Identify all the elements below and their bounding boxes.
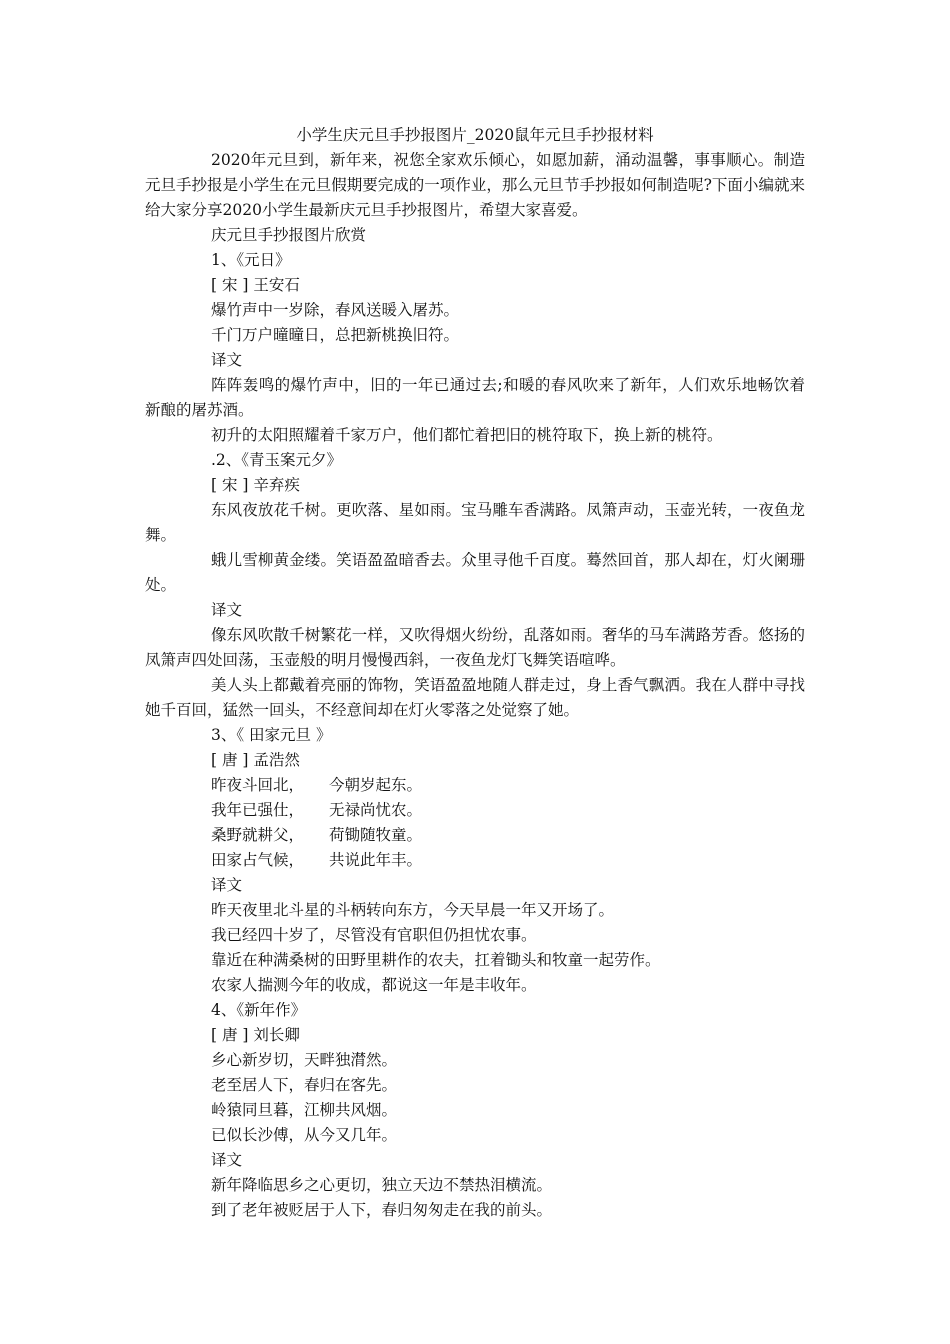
poem3-line-a: 昨夜斗回北， — [211, 776, 305, 794]
poem3-author: [ 唐 ] 孟浩然 — [211, 751, 300, 769]
poem1-author: [ 宋 ] 王安石 — [211, 276, 300, 294]
document-body — [145, 123, 805, 1223]
poem4-line: 已似长沙傅，从今又几年。 — [211, 1126, 398, 1144]
poem3-line-a: 我年已强仕， — [211, 801, 305, 819]
poem3-translation: 昨天夜里北斗星的斗柄转向东方，今天早晨一年又开场了。 — [211, 901, 615, 919]
poem4-author: [ 唐 ] 刘长卿 — [211, 1026, 300, 1044]
poem3-heading: 3、《 田家元旦 》 — [211, 726, 332, 744]
poem3-line-b: 共说此年丰。 — [329, 851, 423, 869]
poem3-translation: 农家人揣测今年的收成，都说这一年是丰收年。 — [211, 976, 537, 994]
poem1-line: 千门万户曈曈日，总把新桃换旧符。 — [211, 326, 460, 344]
section-heading: 庆元旦手抄报图片欣赏 — [211, 226, 367, 244]
poem2-line: 东风夜放花千树。更吹落、星如雨。宝马雕车香满路。凤箫声动，玉壶光转，一夜鱼龙舞。 — [145, 501, 805, 544]
poem2-translation-label: 译文 — [211, 601, 243, 619]
poem1-translation: 阵阵轰鸣的爆竹声中，旧的一年已通过去;和暖的春风吹来了新年，人们欢乐地畅饮着新酿的屠苏酒。 — [145, 376, 805, 419]
poem4-line: 岭猿同旦暮，江柳共风烟。 — [211, 1101, 398, 1119]
intro-paragraph: 2020年元旦到，新年来，祝您全家欢乐倾心，如愿加薪，涌动温馨，事事顺心。制造元旦手抄报是小学生在元旦假期要完成的一项作业，那么元旦节手抄报如何制造呢?下面小编就来给大家分享2020小学生最新庆元旦手抄报图片，希望大家喜爱。 — [145, 151, 805, 219]
poem1-heading: 1、《元日》 — [211, 251, 291, 269]
poem4-heading: 4、《新年作》 — [211, 1001, 307, 1019]
poem4-line: 乡心新岁切，天畔独潸然。 — [211, 1051, 398, 1069]
poem4-translation: 新年降临思乡之心更切，独立天边不禁热泪横流。 — [211, 1176, 553, 1194]
poem3-line-b: 无禄尚忧农。 — [329, 801, 423, 819]
poem2-translation: 像东风吹散千树繁花一样，又吹得烟火纷纷，乱落如雨。奢华的马车满路芳香。悠扬的凤箫声四处回荡，玉壶般的明月慢慢西斜，一夜鱼龙灯飞舞笑语喧哗。 — [145, 626, 805, 669]
poem2-line: 蛾儿雪柳黄金缕。笑语盈盈暗香去。众里寻他千百度。蓦然回首，那人却在，灯火阑珊处。 — [145, 551, 805, 594]
poem3-line-b: 今朝岁起东。 — [329, 776, 423, 794]
poem3-couplet — [145, 848, 805, 873]
poem4-translation: 到了老年被贬居于人下，春归匆匆走在我的前头。 — [211, 1201, 553, 1219]
poem3-couplet — [145, 823, 805, 848]
poem1-translation: 初升的太阳照耀着千家万户，他们都忙着把旧的桃符取下，换上新的桃符。 — [211, 426, 723, 444]
poem2-heading: .2、《青玉案元夕》 — [211, 451, 343, 469]
document-title: 小学生庆元旦手抄报图片_2020鼠年元旦手抄报材料 — [296, 126, 654, 144]
poem4-line: 老至居人下，春归在客先。 — [211, 1076, 398, 1094]
poem3-line-b: 荷锄随牧童。 — [329, 826, 423, 844]
poem3-couplet — [145, 773, 805, 798]
poem3-translation: 我已经四十岁了，尽管没有官职但仍担忧农事。 — [211, 926, 537, 944]
poem3-translation-label: 译文 — [211, 876, 243, 894]
poem3-line-a: 田家占气候， — [211, 851, 305, 869]
poem3-couplet — [145, 798, 805, 823]
poem4-translation-label: 译文 — [211, 1151, 243, 1169]
poem3-translation: 靠近在种满桑树的田野里耕作的农夫，扛着锄头和牧童一起劳作。 — [211, 951, 661, 969]
poem2-author: [ 宋 ] 辛弃疾 — [211, 476, 300, 494]
poem1-translation-label: 译文 — [211, 351, 243, 369]
poem1-line: 爆竹声中一岁除，春风送暖入屠苏。 — [211, 301, 460, 319]
poem3-line-a: 桑野就耕父， — [211, 826, 305, 844]
poem2-translation: 美人头上都戴着亮丽的饰物，笑语盈盈地随人群走过，身上香气飘洒。我在人群中寻找她千百回，猛然一回头，不经意间却在灯火零落之处觉察了她。 — [145, 676, 805, 719]
